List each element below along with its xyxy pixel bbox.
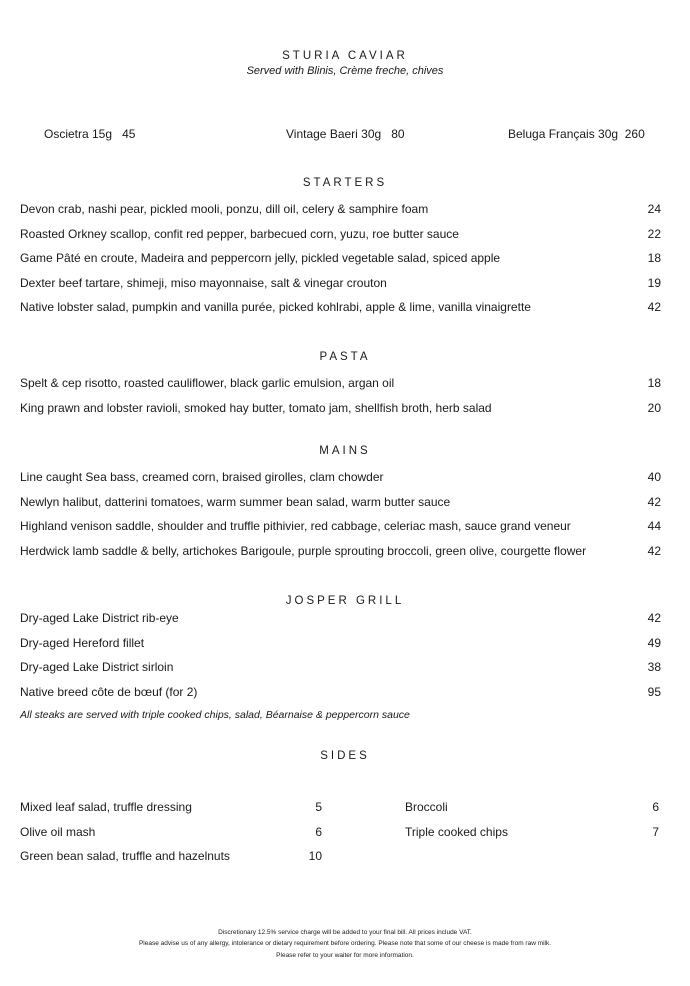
menu-item <box>20 470 661 484</box>
item-price: 5 <box>315 800 322 814</box>
item-price: 19 <box>647 275 661 290</box>
footer-line: Please advise us of any allergy, intolerance or dietary requirement before ordering. Please note that some of our cheese is made from raw milk. <box>138 940 552 947</box>
menu-item <box>20 519 661 533</box>
item-price: 20 <box>647 400 661 415</box>
item-price: 95 <box>647 684 661 699</box>
starters-heading: STARTERS <box>302 177 388 189</box>
item-name: King prawn and lobster ravioli, smoked hay butter, tomato jam, shellfish broth, herb salad <box>20 400 492 415</box>
item-name: Devon crab, nashi pear, pickled mooli, ponzu, dill oil, celery & samphire foam <box>20 202 429 216</box>
mains-heading: MAINS <box>319 445 371 457</box>
menu-item <box>20 685 661 699</box>
footer-line: Discretionary 12.5% service charge will be added to your final bill. All prices include VAT. <box>218 929 472 936</box>
item-name: Line caught Sea bass, creamed corn, braised girolles, clam chowder <box>20 470 384 484</box>
item-name: Triple cooked chips <box>405 824 508 839</box>
menu-item <box>405 800 659 814</box>
item-price: 24 <box>647 202 661 216</box>
item-price: 6 <box>315 824 322 839</box>
menu-item <box>20 825 322 839</box>
item-price: 42 <box>647 611 661 625</box>
item-price: 44 <box>647 519 661 534</box>
item-name: Dry-aged Lake District sirloin <box>20 660 174 675</box>
menu-item <box>20 251 661 265</box>
menu-item <box>20 660 661 674</box>
caviar-item: Oscietra 15g 45 <box>44 127 136 141</box>
item-name: Game Pâté en croute, Madeira and peppercorn jelly, pickled vegetable salad, spiced apple <box>20 251 501 266</box>
sides-heading: SIDES <box>320 750 370 762</box>
item-price: 18 <box>647 251 661 266</box>
item-price: 49 <box>647 635 661 650</box>
item-price: 38 <box>647 660 661 675</box>
caviar-subtitle: Served with Blinis, Crème freche, chives <box>246 65 444 77</box>
item-name: Native breed côte de bœuf (for 2) <box>20 684 198 699</box>
menu-item <box>20 401 661 415</box>
item-price: 42 <box>647 300 661 315</box>
menu-item <box>20 800 322 814</box>
item-price: 22 <box>647 226 661 241</box>
item-name: Highland venison saddle, shoulder and truffle pithivier, red cabbage, celeriac mash, sauce grand veneur <box>20 519 571 534</box>
item-name: Dry-aged Hereford fillet <box>20 635 145 650</box>
menu-item <box>20 300 661 314</box>
item-price: 42 <box>647 494 661 509</box>
item-name: Broccoli <box>405 800 448 814</box>
item-price: 7 <box>652 824 659 839</box>
item-name: Mixed leaf salad, truffle dressing <box>20 800 192 814</box>
item-name: Olive oil mash <box>20 824 96 839</box>
menu-item <box>20 202 661 216</box>
item-name: Dry-aged Lake District rib-eye <box>20 611 179 625</box>
item-price: 18 <box>647 376 661 390</box>
menu-item <box>20 276 661 290</box>
item-price: 6 <box>652 800 659 814</box>
item-name: Dexter beef tartare, shimeji, miso mayonnaise, salt & vinegar crouton <box>20 275 387 290</box>
caviar-heading: STURIA CAVIAR <box>282 50 408 62</box>
menu-item <box>20 611 661 625</box>
menu-item <box>405 825 659 839</box>
menu-item <box>20 495 661 509</box>
menu-item <box>20 636 661 650</box>
pasta-heading: PASTA <box>319 351 371 363</box>
item-price: 42 <box>647 543 661 558</box>
item-name: Spelt & cep risotto, roasted cauliflower, black garlic emulsion, argan oil <box>20 376 395 390</box>
item-price: 40 <box>647 470 661 484</box>
item-name: Herdwick lamb saddle & belly, artichokes Barigoule, purple sprouting broccoli, green olive, courgette flower <box>20 543 587 558</box>
menu-item <box>20 849 322 863</box>
menu-item <box>20 227 661 241</box>
grill-note: All steaks are served with triple cooked chips, salad, Béarnaise & peppercorn sauce <box>20 709 410 721</box>
caviar-item: Vintage Baeri 30g 80 <box>286 127 405 141</box>
menu-item <box>20 544 661 558</box>
item-name: Native lobster salad, pumpkin and vanilla purée, picked kohlrabi, apple & lime, vanilla vinaigrette <box>20 300 531 315</box>
item-name: Roasted Orkney scallop, confit red pepper, barbecued corn, yuzu, roe butter sauce <box>20 226 459 241</box>
footer-line: Please refer to your waiter for more information. <box>276 952 414 959</box>
item-price: 10 <box>308 849 322 864</box>
grill-heading: JOSPER GRILL <box>285 595 405 607</box>
caviar-item: Beluga Français 30g 260 <box>508 127 645 141</box>
item-name: Green bean salad, truffle and hazelnuts <box>20 849 230 864</box>
menu-item <box>20 376 661 390</box>
item-name: Newlyn halibut, datterini tomatoes, warm summer bean salad, warm butter sauce <box>20 494 451 509</box>
